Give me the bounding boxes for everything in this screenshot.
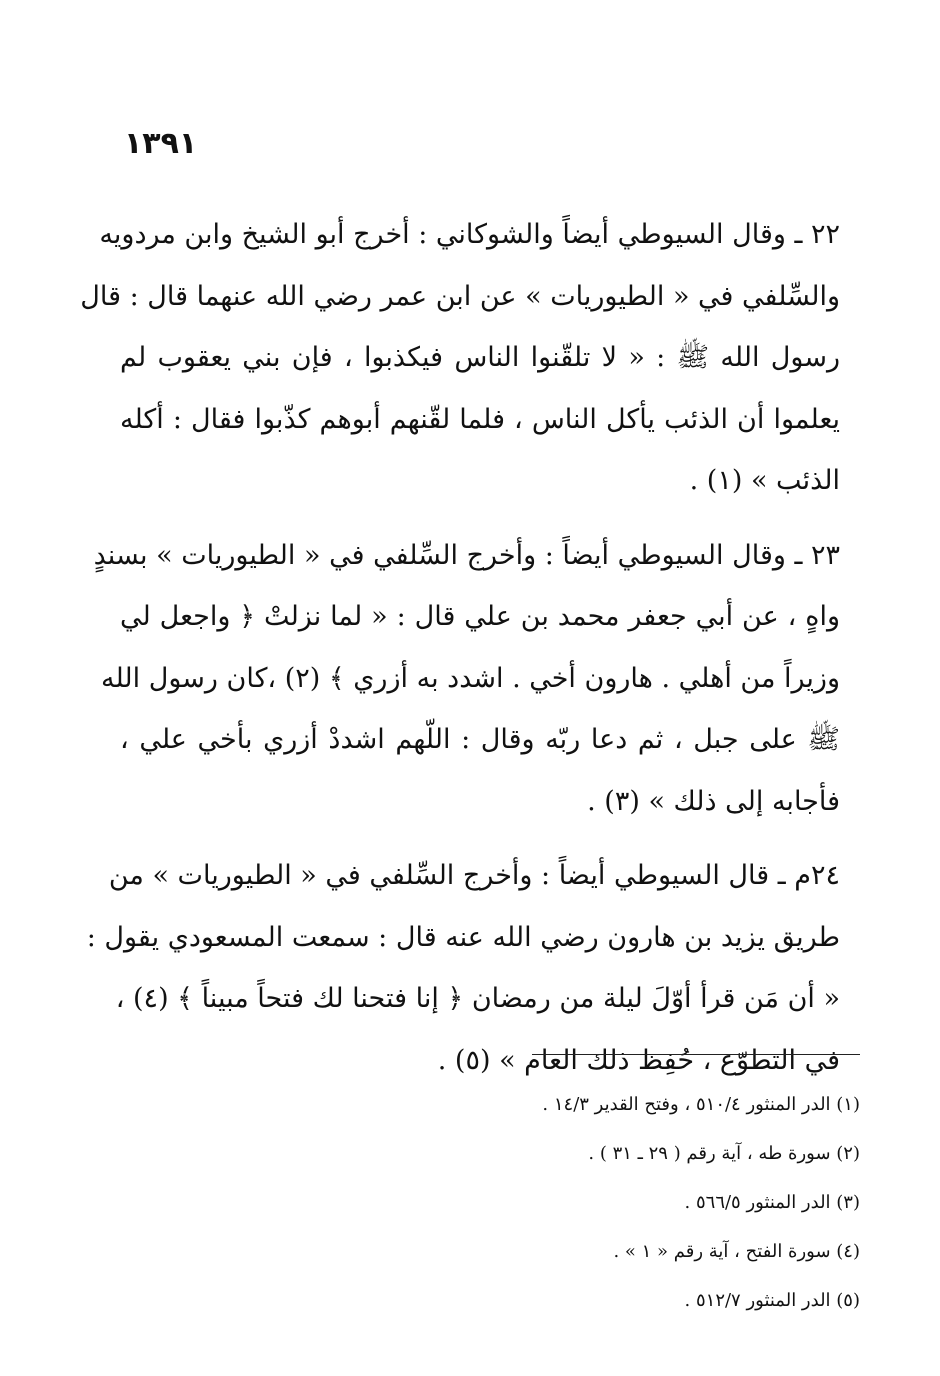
footnote-3: (٣) الدر المنثور ٥٦٦/٥ . bbox=[684, 1192, 860, 1213]
text-line: والسِّلفي في « الطيوريات » عن ابن عمر رضي الله عنهما قال : قال bbox=[80, 280, 840, 312]
footnote-2: (٢) سورة طه ، آية رقم ( ٢٩ ـ ٣١ ) . bbox=[588, 1143, 860, 1164]
text-line: ﷺ على جبل ، ثم دعا ربّه وقال : اللّهم اشددْ أزري بأخي علي ، bbox=[120, 724, 840, 755]
text-line: طريق يزيد بن هارون رضي الله عنه قال : سمعت المسعودي يقول : bbox=[86, 921, 840, 953]
text-line: في التطوّع ، حُفِظ ذلك العام » (٥) . bbox=[437, 1044, 840, 1076]
footnotes bbox=[300, 1080, 860, 1325]
text-line: ٢٢ ـ وقال السيوطي أيضاً والشوكاني : أخرج أبو الشيخ وابن مردويه bbox=[99, 219, 840, 250]
main-text bbox=[80, 204, 840, 1104]
page-number: ١٣٩١ bbox=[124, 126, 198, 161]
footnote-4: (٤) سورة الفتح ، آية رقم « ١ » . bbox=[613, 1241, 860, 1262]
text-line: ٢٣ ـ وقال السيوطي أيضاً : وأخرج السِّلفي في « الطيوريات » بسندٍ bbox=[93, 539, 840, 571]
footnote-divider bbox=[532, 1054, 860, 1055]
text-line: واهٍ ، عن أبي جعفر محمد بن علي قال : « لما نزلتْ ﴿ واجعل لي bbox=[120, 601, 840, 632]
text-line: وزيراً من أهلي . هارون أخي . اشدد به أزري ﴾ (٢) ،كان رسول الله bbox=[100, 662, 840, 694]
footnote-5: (٥) الدر المنثور ٥١٢/٧ . bbox=[684, 1290, 860, 1311]
text-line: ٢٤م ـ قال السيوطي أيضاً : وأخرج السِّلفي في « الطيوريات » من bbox=[108, 860, 840, 891]
text-line: الذئب » (١) . bbox=[689, 465, 840, 496]
paragraph-23 bbox=[93, 525, 840, 833]
text-line: فأجابه إلى ذلك » (٣) . bbox=[587, 785, 840, 817]
text-line: رسول الله ﷺ : « لا تلقّنوا الناس فيكذبوا ، فإن بني يعقوب لم bbox=[120, 342, 840, 373]
text-line: يعلموا أن الذئب يأكل الناس ، فلما لقّنهم أبوهم كذّبوا فقال : أكله bbox=[120, 403, 840, 435]
text-line: « أن مَن قرأ أوّلَ ليلة من رمضان ﴿ إنا فتحنا لك فتحاً مبيناً ﴾ (٤) ، bbox=[115, 983, 840, 1014]
footnote-1: (١) الدر المنثور ٥١٠/٤ ، وفتح القدير ١٤/٣ . bbox=[542, 1094, 860, 1115]
paragraph-22 bbox=[80, 204, 840, 512]
